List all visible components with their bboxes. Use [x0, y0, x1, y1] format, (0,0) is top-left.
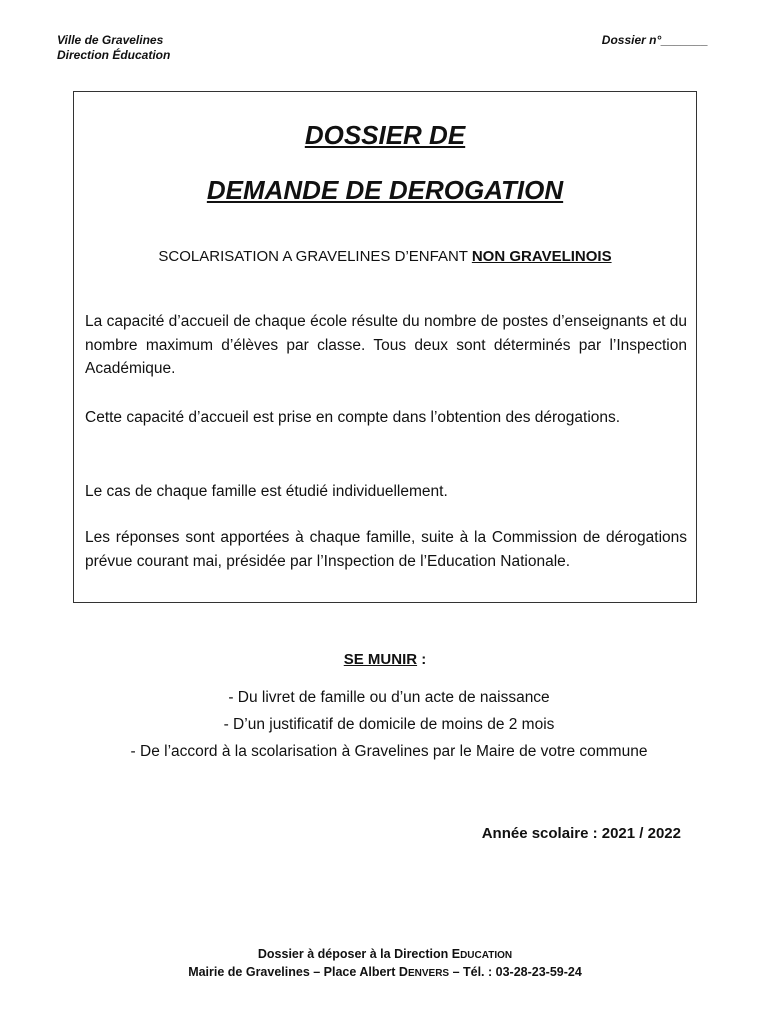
subtitle-emphasis: NON GRAVELINOIS	[471, 248, 612, 265]
list-item: - De l’accord à la scolarisation à Gravelines par le Maire de votre commune	[130, 743, 648, 760]
school-year: Année scolaire : 2021 / 2022	[481, 825, 681, 842]
se-munir-label: SE MUNIR	[343, 651, 418, 668]
header-left	[57, 33, 170, 63]
list-item: - D’un justificatif de domicile de moins de 2 mois	[223, 716, 555, 733]
paragraph-individual: Le cas de chaque famille est étudié individuellement.	[85, 483, 448, 500]
documents-list	[0, 684, 770, 765]
footer-line-2	[0, 964, 770, 982]
subtitle	[74, 248, 696, 265]
info-box	[73, 91, 697, 603]
se-munir-heading	[0, 651, 770, 668]
footer-line-1	[0, 946, 770, 964]
list-item: - Du livret de famille ou d’un acte de naissance	[228, 689, 550, 706]
title-line-2: DEMANDE DE DEROGATION	[206, 175, 564, 205]
footer-line-2-text: Mairie de Gravelines – Place Albert D	[188, 965, 408, 979]
title-line-1: DOSSIER DE	[304, 120, 466, 150]
subtitle-prefix: SCOLARISATION A GRAVELINES D’ENFANT	[158, 248, 472, 265]
footer-line-2-contact: – Tél. : 03-28-23-59-24	[449, 965, 582, 979]
paragraph-derogations: Cette capacité d’accueil est prise en compte dans l’obtention des dérogations.	[85, 409, 621, 426]
paragraph-capacity: La capacité d’accueil de chaque école résulte du nombre de postes d’enseignants et du nombre maximum d’élèves par classe. Tous deux sont déterminés par l’Inspection Académique.	[85, 313, 687, 377]
town-name: Ville de Gravelines	[57, 33, 164, 47]
paragraph-commission: Les réponses sont apportées à chaque famille, suite à la Commission de dérogations prévue courant mai, présidée par l’Inspection de l’Education Nationale.	[85, 529, 687, 570]
footer-line-1-smallcaps: DUCATION	[460, 950, 513, 961]
dossier-number: Dossier n°_______	[601, 33, 708, 47]
footer-line-1-text: Dossier à déposer à la Direction E	[257, 947, 461, 961]
footer	[0, 946, 770, 982]
se-munir-suffix: :	[417, 651, 427, 668]
department-name: Direction Éducation	[57, 48, 171, 62]
footer-line-2-smallcaps: ENVERS	[407, 968, 450, 979]
